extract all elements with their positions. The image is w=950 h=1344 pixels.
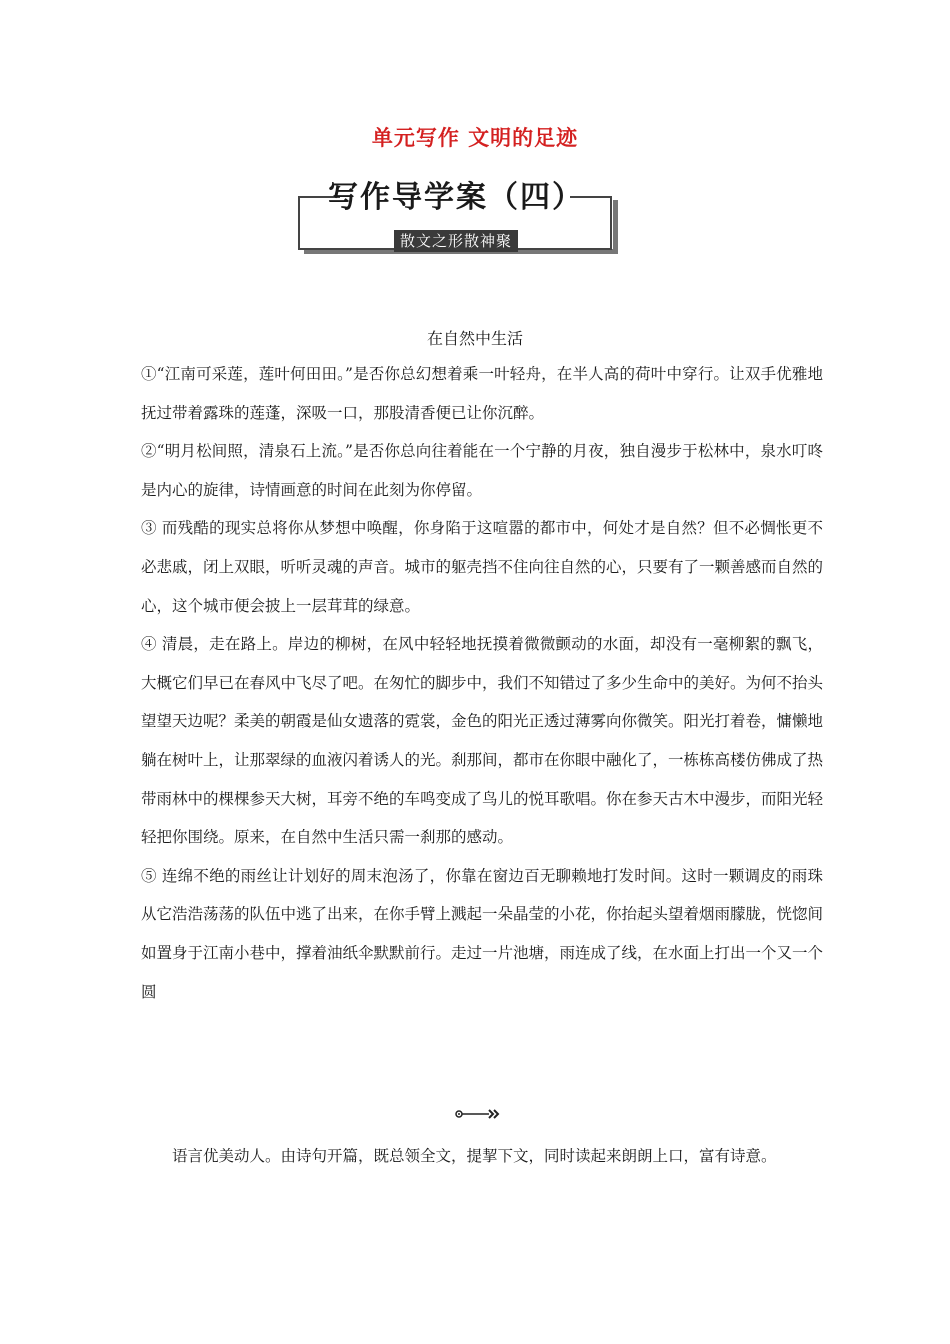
essay-paragraph: ④ 清晨，走在路上。岸边的柳树，在风中轻轻地抚摸着微微颤动的水面，却没有一毫柳絮的飘飞，大概它们早已在春风中飞尽了吧。在匆忙的脚步中，我们不知错过了多少生命中的美好。为何不抬头望望天边呢？柔美的朝霞是仙女遗落的霓裳，金色的阳光正透过薄雾向你微笑。阳光打着卷，慵懒地躺在树叶上，让那翠绿的血液闪着诱人的光。刹那间，都市在你眼中融化了，一栋栋高楼仿佛成了热带雨林中的棵棵参天大树，耳旁不绝的车鸣变成了鸟儿的悦耳歌唱。你在参天古木中漫步，而阳光轻轻把你围绕。原来，在自然中生活只需一刹那的感动。 <box>141 635 824 847</box>
banner-heading: 写作导学案（四） <box>328 180 584 215</box>
section-banner <box>298 178 614 252</box>
essay-title: 在自然中生活 <box>426 329 523 348</box>
banner-subheading: 散文之形散神聚 <box>394 230 518 252</box>
arrow-divider-icon <box>455 1106 501 1120</box>
unit-title: 单元写作 文明的足迹 <box>371 126 579 150</box>
essay-paragraph: ③ 而残酷的现实总将你从梦想中唤醒，你身陷于这喧嚣的都市中，何处才是自然？但不必惆怅更不必悲戚，闭上双眼，听听灵魂的声音。城市的躯壳挡不住向往自然的心，只要有了一颗善感而自然的心，这个城市便会披上一层茸茸的绿意。 <box>141 519 824 615</box>
essay-paragraph: ①“江南可采莲，莲叶何田田。”是否你总幻想着乘一叶轻舟，在半人高的荷叶中穿行。让双手优雅地抚过带着露珠的莲蓬，深吸一口，那股清香便已让你沉醉。 <box>141 365 823 422</box>
commentary-text: 语言优美动人。由诗句开篇，既总领全文，提挈下文，同时读起来朗朗上口，富有诗意。 <box>172 1147 777 1165</box>
essay-paragraph: ②“明月松间照，清泉石上流。”是否你总向往着能在一个宁静的月夜，独自漫步于松林中，泉水叮咚是内心的旋律，诗情画意的时间在此刻为你停留。 <box>141 442 823 499</box>
essay-body <box>141 355 823 1011</box>
essay-paragraph: ⑤ 连绵不绝的雨丝让计划好的周末泡汤了，你靠在窗边百无聊赖地打发时间。这时一颗调皮的雨珠从它浩浩荡荡的队伍中逃了出来，在你手臂上溅起一朵晶莹的小花，你抬起头望着烟雨朦胧，恍惚间如置身于江南小巷中，撑着油纸伞默默前行。走过一片池塘，雨连成了线，在水面上打出一个又一个圆 <box>141 866 824 1001</box>
